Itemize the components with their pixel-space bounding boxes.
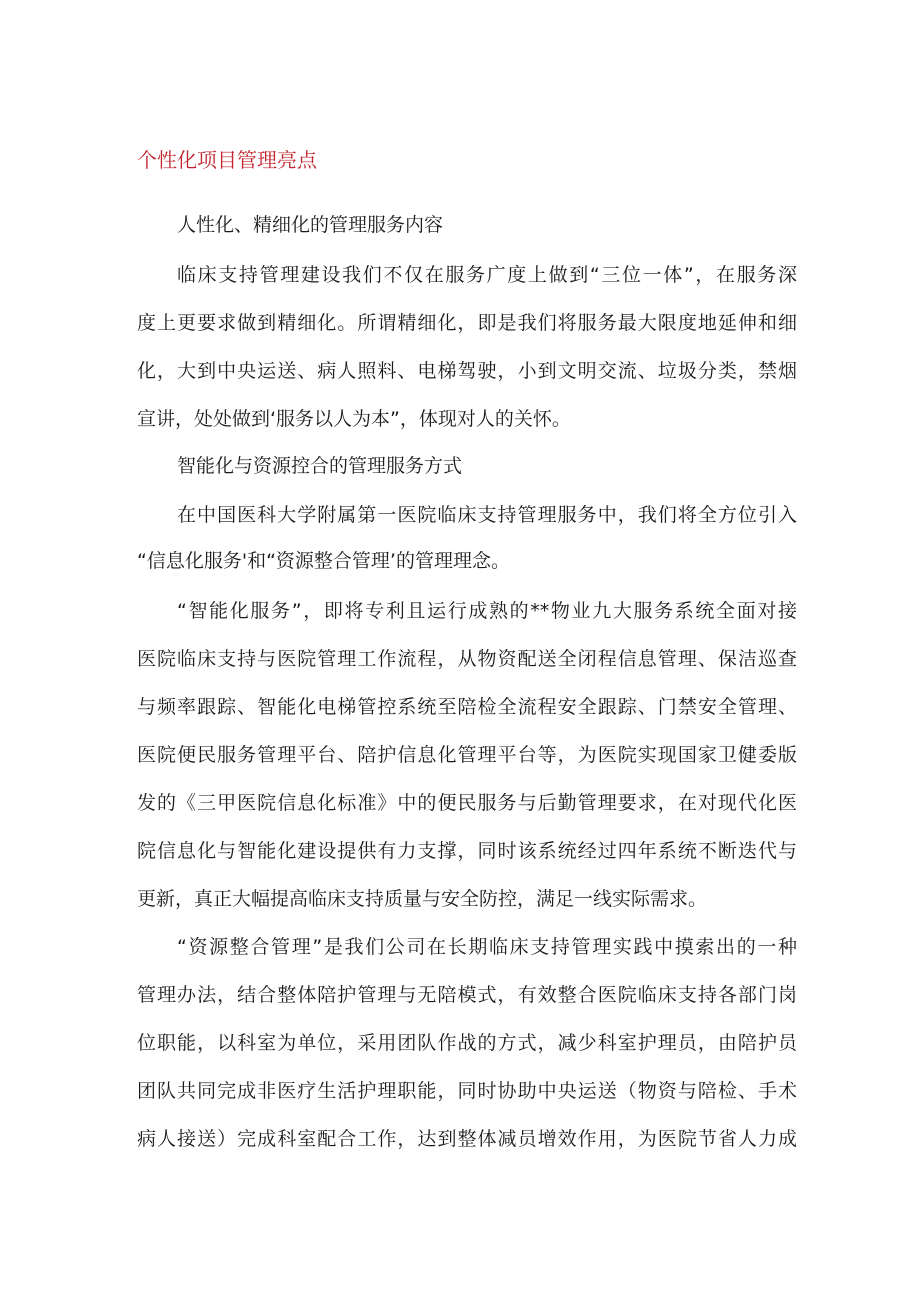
- paragraph-line: 临床支持管理建设我们不仅在服务广度上做到“三位一体”，在服务深: [177, 264, 797, 286]
- paragraph-line: 病人接送）完成科室配合工作，达到整体减员增效作用，为医院节省人力成: [137, 1128, 797, 1150]
- paragraph-line: “信息化服务'和“资源整合管理’的管理理念。: [137, 550, 510, 572]
- paragraph-line: 与频率跟踪、智能化电梯管控系统至陪检全流程安全跟踪、门禁安全管理、: [137, 696, 797, 718]
- paragraph-line: 度上更要求做到精细化。所谓精细化，即是我们将服务最大限度地延伸和细: [137, 312, 797, 334]
- paragraph-line: “智能化服务”，即将专利且运行成熟的**物业九大服务系统全面对接: [177, 600, 797, 622]
- paragraph-line: “资源整合管理”是我们公司在长期临床支持管理实践中摸索出的一种: [177, 936, 797, 958]
- paragraph-line: 发的《三甲医院信息化标准》中的便民服务与后勤管理要求，在对现代化医: [137, 792, 797, 814]
- paragraph-line: 化，大到中央运送、病人照料、电梯驾驶，小到文明交流、垃圾分类，禁烟: [137, 360, 797, 382]
- paragraph-line: 管理办法，结合整体陪护管理与无陪模式，有效整合医院临床支持各部门岗: [137, 984, 797, 1006]
- paragraph-line: 团队共同完成非医疗生活护理职能，同时协助中央运送（物资与陪检、手术: [137, 1080, 797, 1102]
- paragraph-line: 医院便民服务管理平台、陪护信息化管理平台等，为医院实现国家卫健委版: [137, 744, 797, 766]
- document-title: 个性化项目管理亮点: [137, 148, 317, 172]
- section-heading-2: 智能化与资源控合的管理服务方式: [177, 455, 463, 477]
- paragraph-line: 更新，真正大幅提高临床支持质量与安全防控，满足一线实际需求。: [137, 888, 708, 910]
- section-heading-1: 人性化、精细化的管理服务内容: [177, 214, 444, 236]
- paragraph-line: 医院临床支持与医院管理工作流程，从物资配送全闭程信息管理、保洁巡查: [137, 648, 797, 670]
- paragraph-line: 位职能，以科室为单位，采用团队作战的方式，减少科室护理员，由陪护员: [137, 1032, 797, 1054]
- paragraph-line: 院信息化与智能化建设提供有力支撑，同时该系统经过四年系统不断迭代与: [137, 840, 797, 862]
- paragraph-line: 宣讲，处处做到‘服务以人为本”，体现对人的关怀。: [137, 408, 571, 430]
- paragraph-line: 在中国医科大学附属第一医院临床支持管理服务中，我们将全方位引入: [177, 504, 797, 526]
